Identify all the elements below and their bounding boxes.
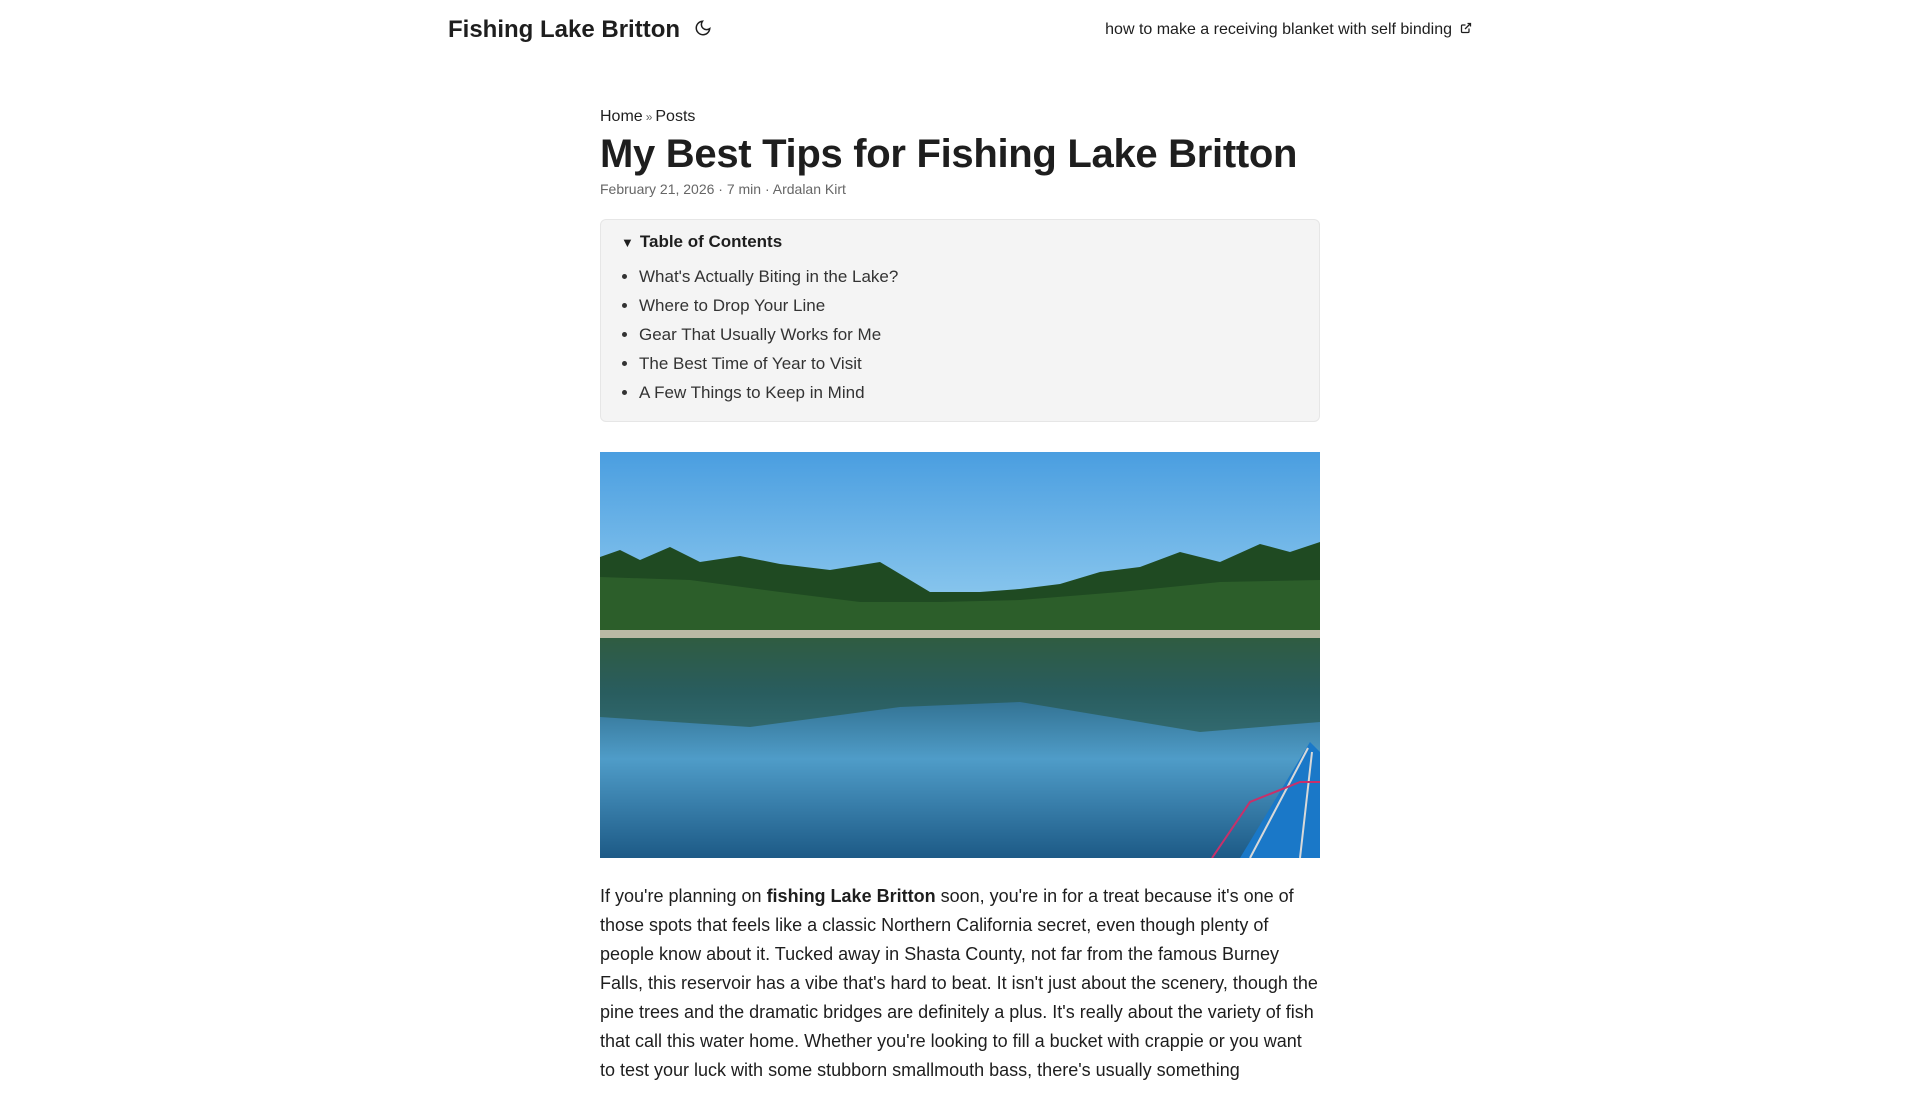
toc-link[interactable]: Gear That Usually Works for Me xyxy=(639,325,882,344)
breadcrumb-home[interactable]: Home xyxy=(600,108,643,125)
moon-icon[interactable] xyxy=(694,16,712,44)
external-link-icon xyxy=(1460,21,1472,39)
toc-title: Table of Contents xyxy=(639,232,783,251)
toc-link[interactable]: What's Actually Biting in the Lake? xyxy=(639,267,899,286)
toc-item[interactable] xyxy=(639,320,1299,349)
toc-item[interactable] xyxy=(639,291,1299,320)
toc-item[interactable] xyxy=(639,262,1299,291)
toc-toggle[interactable] xyxy=(621,232,1299,252)
lake-photo xyxy=(600,452,1320,858)
post-content xyxy=(600,108,1320,1103)
hero-image xyxy=(600,452,1320,858)
logo xyxy=(448,16,712,44)
page-title: My Best Tips for Fishing Lake Britton xyxy=(600,132,1298,176)
toc-item[interactable] xyxy=(639,378,1299,407)
intro-paragraph xyxy=(600,882,1320,1085)
breadcrumb xyxy=(600,108,1320,126)
toc-link[interactable]: The Best Time of Year to Visit xyxy=(639,354,862,373)
text: If you're planning on xyxy=(600,886,767,906)
breadcrumb-separator: » xyxy=(645,110,653,124)
text: soon, you're in for a treat because it's one of those spots that feels like a classic Northern California secret, even though plenty of people know about it. Tucked away in Shasta County, not far from the famous Burney Falls, this reservoir has a vibe that's hard to beat. It isn't just about the scenery, though the pine trees and the dramatic bridges are definitely a plus. It's really about the variety of fish that call this water home. Whether you're looking to fill a bucket with crappie or you want to test your luck with some stubborn smallmouth bass, there's usually something xyxy=(600,886,1318,1080)
toc-item[interactable] xyxy=(639,349,1299,378)
external-link[interactable] xyxy=(1105,21,1472,39)
triangle-down-icon: ▼ xyxy=(621,234,634,250)
site-title-link[interactable]: Fishing Lake Britton xyxy=(448,16,681,43)
table-of-contents xyxy=(600,219,1320,422)
site-header xyxy=(448,0,1472,60)
post-meta: February 21, 2026 · 7 min · Ardalan Kirt xyxy=(600,181,846,197)
bold-keyword: fishing Lake Britton xyxy=(766,886,936,906)
breadcrumb-posts[interactable]: Posts xyxy=(655,108,696,125)
toc-link[interactable]: A Few Things to Keep in Mind xyxy=(639,383,865,402)
external-link-label: how to make a receiving blanket with self binding xyxy=(1105,21,1452,38)
toc-link[interactable]: Where to Drop Your Line xyxy=(639,296,826,315)
